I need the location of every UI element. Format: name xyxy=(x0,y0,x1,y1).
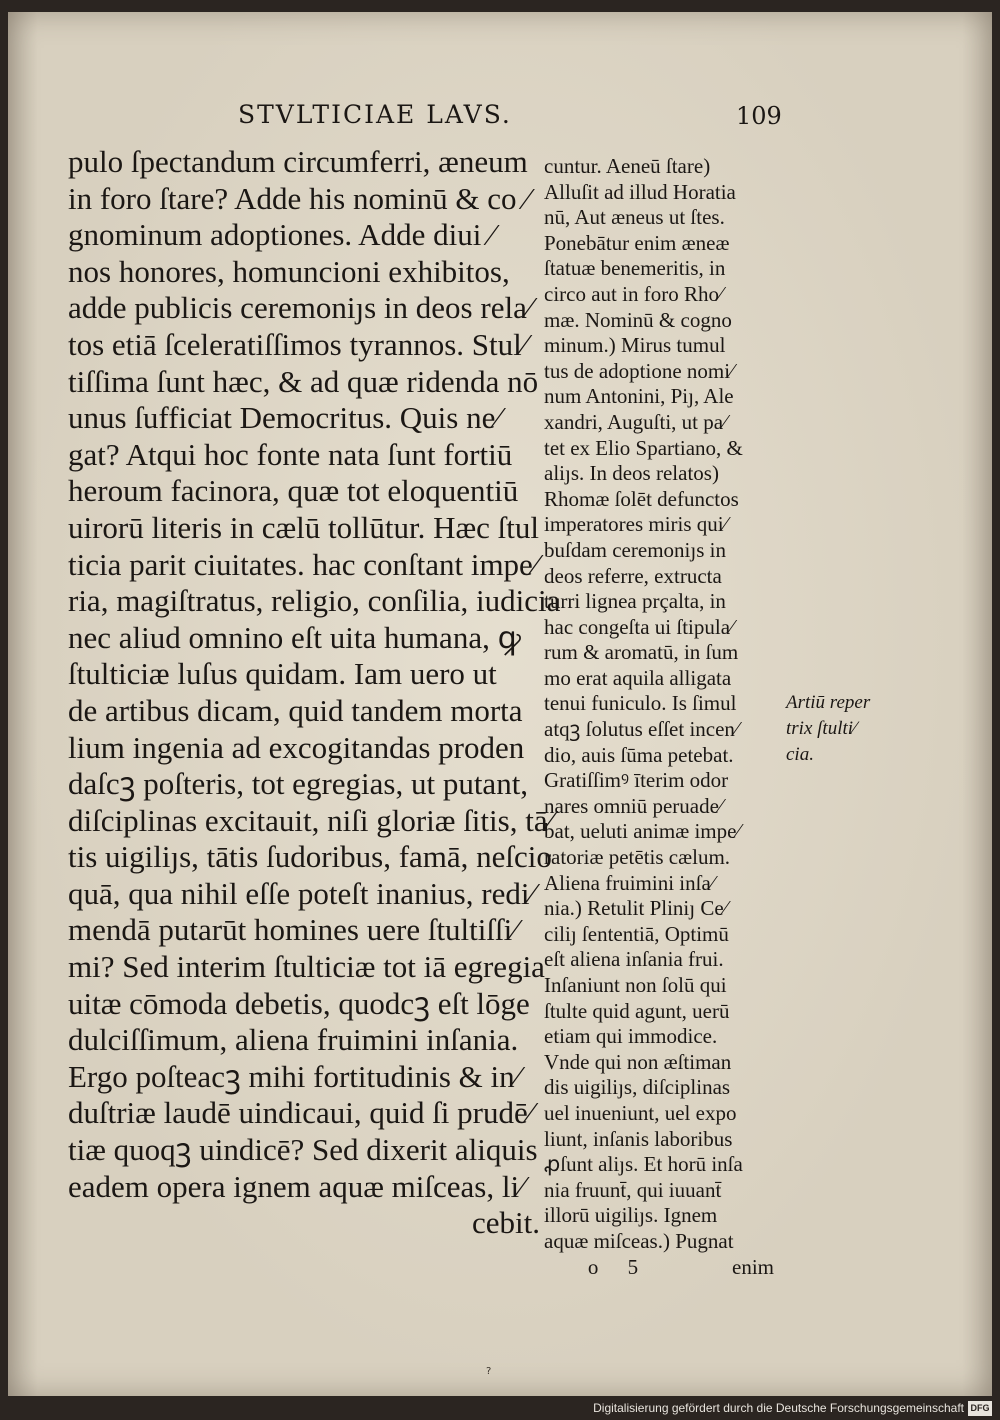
side-note-line: trix ſtulti⁄ xyxy=(786,718,857,739)
main-text-line: heroum facinora, quæ tot eloquentiū xyxy=(68,473,519,509)
gloss-line: Alluſit ad illud Horatia xyxy=(544,179,736,204)
main-text-line: nos honores, homuncioni exhibitos, xyxy=(68,253,510,289)
gloss-line: xandri, Auguſti, ut pa⁄ xyxy=(544,409,727,434)
signature-mark: o 5 xyxy=(587,1254,651,1279)
main-text-line: eadem opera ignem aquæ miſceas, li⁄ xyxy=(68,1168,525,1204)
main-text-line: dulciſſimum, aliena fruimini inſania. xyxy=(68,1022,519,1058)
main-text-line: ticia parit ciuitates. hac conſtant impe⁄ xyxy=(68,546,538,582)
gloss-line: circo aut in foro Rho⁄ xyxy=(544,281,723,306)
gloss-line: aquæ miſceas.) Pugnat xyxy=(544,1228,734,1253)
gloss-line: ratoriæ petētis cælum. xyxy=(544,845,731,870)
gloss-line: imperatores miris qui⁄ xyxy=(544,512,728,537)
marginal-commentary xyxy=(544,154,790,1280)
gloss-line: hac congeſta ui ſtipula⁄ xyxy=(544,614,734,639)
gloss-line: dis uigiliȷs, diſciplinas xyxy=(544,1075,731,1100)
side-note-line: Artiū reper xyxy=(786,692,871,713)
catchword: enim xyxy=(732,1254,774,1279)
page-number: 109 xyxy=(736,102,782,130)
bottom-mark: ? xyxy=(486,1366,492,1377)
gloss-line: tenui funiculo. Is ſimul xyxy=(544,691,737,716)
handwritten-side-note xyxy=(786,690,870,768)
running-head: STVLTICIAE LAVS. xyxy=(238,100,512,129)
main-text-line: diſciplinas excitauit, niſi gloriæ ſitis, tā⁄ xyxy=(68,802,553,838)
gloss-line: ciliȷ ſententiā, Optimū xyxy=(544,921,729,946)
gloss-line: buſdam ceremoniȷs in xyxy=(544,537,726,562)
gloss-line: illorū uigiliȷs. Ignem xyxy=(544,1203,718,1228)
gloss-line: minum.) Mirus tumul xyxy=(544,333,726,358)
main-text-line: uitæ cōmoda debetis, quodcꝫ eſt lōge xyxy=(68,985,530,1021)
dfg-logo: DFG xyxy=(968,1401,992,1416)
gloss-line: Gratiſſimꝰ īterim odor xyxy=(544,768,729,793)
gloss-line: deos referre, extructa xyxy=(544,563,722,588)
main-text-line: tiſſima ſunt hæc, & ad quæ ridenda nō xyxy=(68,363,539,399)
gloss-line: eſt aliena inſania frui. xyxy=(544,947,724,972)
gloss-line: mo erat aquila alligata xyxy=(544,665,732,690)
gloss-line: aliȷs. In deos relatos) xyxy=(544,461,719,486)
gloss-line: ſtatuæ benemeritis, in xyxy=(544,256,726,281)
gloss-line: nares omniū peruade⁄ xyxy=(544,793,723,818)
main-text-line: duſtriæ laudē uindicaui, quid ſi prudē⁄ xyxy=(68,1095,533,1131)
gloss-line: bat, ueluti animæ impe⁄ xyxy=(544,819,740,844)
main-text-line: de artibus dicam, quid tandem morta xyxy=(68,692,523,728)
main-text-line: Ergo poſteacꝫ mihi fortitudinis & in⁄ xyxy=(68,1058,520,1094)
main-text-line: cebit. xyxy=(472,1205,540,1241)
gloss-line: dio, auis ſūma petebat. xyxy=(544,742,734,767)
main-text-line: unus ſufficiat Democritus. Quis ne⁄ xyxy=(68,400,501,436)
footer-bar xyxy=(0,1398,1000,1420)
gloss-line: Inſaniunt non ſolū qui xyxy=(544,973,727,997)
gloss-line: ſtulte quid agunt, uerū xyxy=(544,998,730,1023)
main-text-line: quā, qua nihil eſſe poteſt inanius, redi⁄ xyxy=(68,875,535,911)
main-text-line: in foro ſtare? Adde his nominū & co ⁄ xyxy=(68,180,530,216)
gloss-line: etiam qui immodice. xyxy=(544,1024,718,1049)
gloss-line: mæ. Nominū & cogno xyxy=(544,307,732,332)
main-text-line: gnominum adoptiones. Adde diui ⁄ xyxy=(68,217,495,253)
gloss-line: Rhomæ ſolēt defunctos xyxy=(544,486,739,511)
gloss-line: tet ex Elio Spartiano, & xyxy=(544,435,743,460)
main-text-line: lium ingenia ad excogitandas proden xyxy=(68,729,525,765)
main-text-line: daſcꝫ poſteris, tot egregias, ut putant, xyxy=(68,766,529,802)
gloss-line: tus de adoptione nomi⁄ xyxy=(544,358,734,383)
funding-credit: Digitalisierung gefördert durch die Deutsche Forschungsgemeinschaft xyxy=(593,1401,964,1415)
gloss-line: atqꝫ ſolutus eſſet incen⁄ xyxy=(544,717,739,742)
gloss-line: Aliena fruimini inſa⁄ xyxy=(544,870,715,895)
main-text-line: ſtulticiæ luſus quidam. Iam uero ut xyxy=(68,656,497,692)
side-note-line: cia. xyxy=(786,744,814,765)
main-text-line: tis uigiliȷs, tātis ſudoribus, famā, neſcio xyxy=(68,839,552,875)
main-text-line: nec aliud omnino eſt uita humana, ꝙ xyxy=(68,619,521,655)
gloss-line: nia.) Retulit Pliniȷ Ce⁄ xyxy=(544,896,728,921)
gloss-line: nū, Aut æneus ut ſtes. xyxy=(544,205,725,230)
main-text-line: mendā putarūt homines uere ſtultiſſi⁄ xyxy=(68,912,518,948)
main-text-line: gat? Atqui hoc fonte nata ſunt fortiū xyxy=(68,436,513,472)
gloss-line: uel inueniunt, uel expo xyxy=(544,1100,737,1125)
gloss-line: num Antonini, Piȷ, Ale xyxy=(544,384,734,409)
main-text-line: mi? Sed interim ſtulticiæ tot iā egregia xyxy=(68,949,545,985)
main-text-line: pulo ſpectandum circumferri, æneum xyxy=(68,144,528,179)
gloss-line: nia fruunt̄, qui iuuant̄ xyxy=(544,1177,722,1202)
main-text-block xyxy=(68,144,561,1242)
gloss-line: Ponebātur enim æneæ xyxy=(544,230,730,255)
main-text-line: uirorū literis in cælū tollūtur. Hæc ſtul xyxy=(68,509,539,545)
gloss-line: ꝓſunt aliȷs. Et horū inſa xyxy=(544,1152,743,1177)
book-page xyxy=(8,12,992,1396)
gloss-line: liunt, inſanis laboribus xyxy=(544,1126,733,1151)
main-text-line: tos etiā ſceleratiſſimos tyrannos. Stul⁄ xyxy=(68,326,527,362)
gloss-line: Vnde qui non æſtiman xyxy=(544,1049,732,1074)
signature-line xyxy=(544,1255,790,1281)
main-text-line: adde publicis ceremoniȷs in deos rela⁄ xyxy=(68,290,533,326)
gloss-line: turri lignea prçalta, in xyxy=(544,589,726,614)
gloss-line: cuntur. Aeneū ſtare) xyxy=(544,154,711,178)
main-text-line: tiæ quoqꝫ uindicē? Sed dixerit aliquis xyxy=(68,1132,538,1168)
main-text-line: ria, magiſtratus, religio, conſilia, iudicia xyxy=(68,583,561,619)
gloss-line: rum & aromatū, in ſum xyxy=(544,640,739,665)
